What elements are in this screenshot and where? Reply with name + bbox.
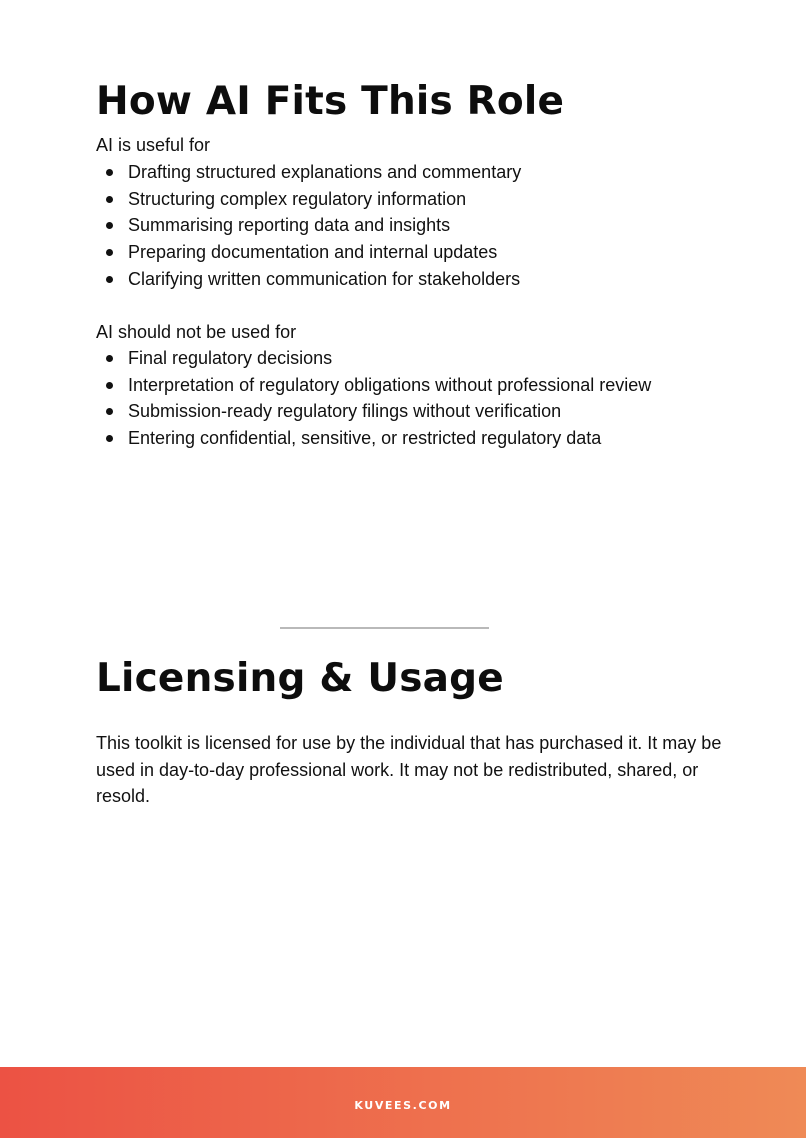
list-item: [96, 266, 521, 293]
list-item-text: Clarifying written communication for stakeholders: [128, 268, 521, 289]
not-useful-list: [96, 345, 651, 452]
list-item-text: Preparing documentation and internal updates: [128, 242, 498, 263]
bullet-icon: [106, 196, 113, 203]
footer-bar: [0, 1067, 806, 1138]
list-item-text: Summarising reporting data and insights: [128, 215, 451, 236]
list-item: [96, 425, 651, 452]
bullet-icon: [106, 408, 113, 415]
licensing-body: This toolkit is licensed for use by the individual that has purchased it. It may be used in day-to-day professional work. It may not be redistributed, shared, or resold.: [96, 733, 722, 806]
bullet-icon: [106, 382, 113, 389]
list-item: [96, 372, 651, 399]
list-item: [96, 398, 651, 425]
list-item-text: Final regulatory decisions: [128, 348, 333, 368]
useful-list: [96, 159, 521, 293]
section-divider: [280, 627, 489, 629]
list-item: [96, 239, 521, 266]
bullet-icon: [106, 222, 113, 229]
useful-intro: AI is useful for: [96, 135, 211, 155]
bullet-icon: [106, 435, 113, 442]
bullet-icon: [106, 169, 113, 176]
list-item-text: Interpretation of regulatory obligations without professional review: [128, 374, 652, 395]
bullet-icon: [106, 276, 113, 283]
list-item: [96, 186, 521, 213]
section-title-licensing: Licensing & Usage: [96, 656, 504, 701]
bullet-icon: [106, 249, 113, 256]
bullet-icon: [106, 355, 113, 362]
footer-brand: KUVEES.COM: [354, 1099, 452, 1112]
list-item-text: Entering confidential, sensitive, or restricted regulatory data: [128, 428, 602, 449]
list-item-text: Submission-ready regulatory filings without verification: [128, 401, 562, 422]
list-item: [96, 345, 651, 372]
not-useful-intro: AI should not be used for: [96, 322, 297, 342]
list-item: [96, 159, 521, 186]
list-item: [96, 212, 521, 239]
list-item-text: Structuring complex regulatory information: [128, 188, 467, 209]
list-item-text: Drafting structured explanations and commentary: [128, 162, 522, 182]
section-title-ai-fit: How AI Fits This Role: [96, 79, 565, 124]
